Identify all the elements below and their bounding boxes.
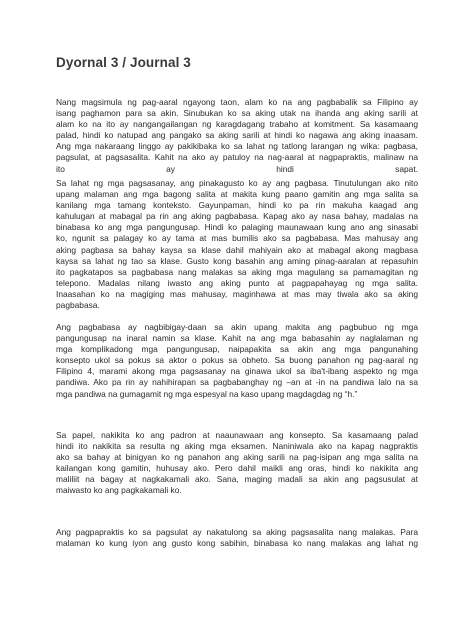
paragraph-2 [56,178,418,311]
text-line: isang paghamon para sa akin. Sinubukan ko sa aking utak na ihanda ang aking sarili at [56,108,418,119]
page-title: Dyornal 3 / Journal 3 [56,55,191,70]
text-line: binabasa ko ang mga pangungusap. Hindi ko palaging maunawaan kung ano ang sinasabi [56,222,418,233]
text-line: hindi ito nakikita sa resulta ng aking mga eksamen. Naniniwala ako na kapag nagpraktis [56,441,418,452]
text-line: kaysa sa lahat ng tao sa klase. Gusto kong basahin ang aming pinag-aaralan at repasuhin [56,255,418,266]
text-line: mga pandiwa na gumagamit ng mga espesyal na kaso upang magdagdag ng “h.” [56,388,358,399]
text-line: maiwasto ko ang pagkakamali ko. [56,485,182,496]
text-line: Ang pagbabasa ay nagbibigay-daan sa akin upang makita ang pagbubuo ng mga [56,322,418,332]
text-line: Sa lahat ng mga pagsasanay, ang pinakagusto ko ay ang pagbasa. Tinutulungan ako nito [56,178,418,188]
text-line: alam ko na ito ay nangangailangan ng karagdagang trabaho at komitment. Sa kasamaang [56,119,418,130]
paragraph-3 [56,322,418,400]
paragraph-1 [56,97,418,175]
text-line: Nang magsimula ng pag-aaral ngayong taon, alam ko na ang pagbabalik sa Filipino ay [56,97,418,107]
text-line: aking pagbasa sa bahay kaysa sa klase dahil mahiyain ako at mabagal akong magbasa [56,244,418,255]
text-line: ito pagkatapos sa pagbabasa nang malakas sa aking mga magulang sa pamamagitan ng [56,266,418,277]
text-line: Filipino 4, marami akong mga pagsasanay na ginawa ukol sa iba't-ibang aspekto ng mga [56,366,418,377]
text-line: kahulugan at mabagal pa rin ang aking pagbabasa. Kapag ako ay nasa bahay, madalas na [56,211,418,222]
text-line: pagsulat, at pagsasalita. Kahit na ako ay patuloy na nag-aaral at nagpapraktis, malinaw na [56,152,418,163]
text-line: mga komplikadong mga pangungusap, naipapakita sa akin ang mga pangunahing [56,344,418,355]
text-line: upang malaman ang mga bagong salita at makita kung paano gamitin ang mga salita sa [56,189,418,200]
text-line: telepono. Madalas nilang iwasto ang aking punto at pagpapahayag ng mga salita. [56,277,418,288]
text-line: Inaasahan ko na magiging mas mahusay, maginhawa at mas may tiwala ako sa aking [56,288,418,299]
text-line: Ang pagpapraktis ko sa pagsulat ay nakatulong sa aking pagsasalita nang malakas. Para [56,527,418,537]
text-line: pagbabasa. [56,300,100,311]
text-line: konsepto ukol sa pokus sa aktor o pokus sa obheto. Sa buong panahon ng pag-aaral ng [56,355,418,366]
text-line: pandiwa. Ako pa rin ay nahihirapan sa pagbabanghay ng –an at -in na pandiwa lalo na sa [56,377,418,388]
paragraph-4 [56,430,418,497]
text-line: malaman ko kung iyon ang gusto kong sabihin, binabasa ko nang malakas ang lahat ng [56,538,418,549]
text-line: kailangan kong gamitin, huhusay ako. Pero dahil maikli ang oras, hindi ko nakikita ang [56,463,418,474]
text-line: kanilang mga tamang konteksto. Gayunpaman, hindi ko pa rin makuha kaagad ang [56,200,418,211]
paragraph-5 [56,527,418,549]
text-line: maliliit na bagay at nagkakamali ako. Sana, maging madali sa akin ang pagsusulat at [56,474,418,485]
text-line: pangungusap na inaral namin sa klase. Kahit na ang mga babasahin ay naglalaman ng [56,333,418,344]
text-line: ako sa bahay at binigyan ko ng panahon ang aking sarili na pag-isipan ang mga salita na [56,452,418,463]
text-line: palad, hindi ko natupad ang pangako sa aking sarili at hindi ko nagawa ang aking inaasam. [56,130,418,141]
text-line: ko, ngunit sa palagay ko ay tama at mas bumilis ako sa pagbabasa. Mas mahusay ang [56,233,418,244]
text-line: Sa papel, nakikita ko ang padron at naaunawaan ang konsepto. Sa kasamaang palad [56,430,418,440]
text-line: Ang mga nakaraang linggo ay pakikibaka ko sa lahat ng tatlong larangan ng wika: pagbasa, [56,141,418,152]
text-line: ito ay hindi sapat. [56,163,418,174]
